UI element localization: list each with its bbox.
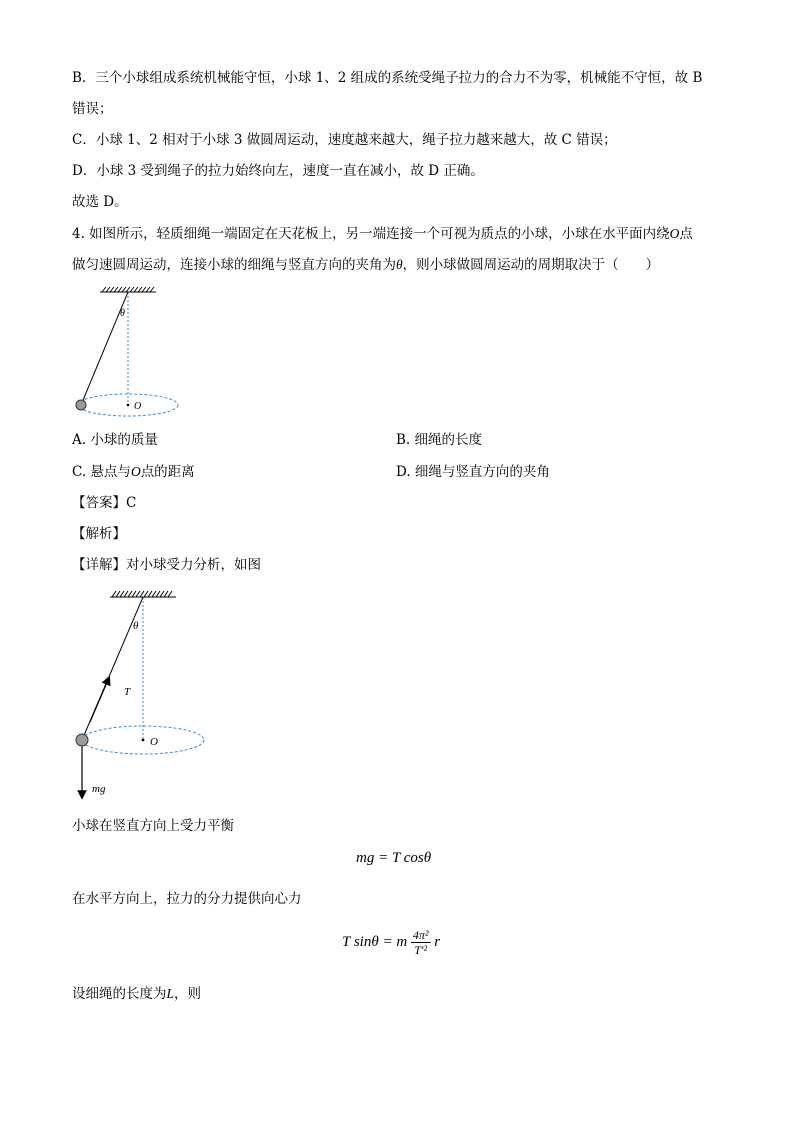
mg-label: mg (92, 783, 106, 795)
question-4-line2: 做匀速圆周运动，连接小球的细绳与竖直方向的夹角为θ，则小球做圆周运动的周期取决于（ ） (72, 257, 660, 273)
force-diagram (70, 585, 220, 805)
string-length-text: 设细绳的长度为L，则 (72, 986, 202, 1002)
ball-2 (76, 734, 88, 746)
ceiling-hatch-2 (110, 591, 176, 597)
formula-centripetal: T sinθ = m $\frac{\text{4π²}}{\text{T′²}}$ r (342, 928, 441, 957)
answer: 【答案】C (72, 495, 137, 511)
option-b: B. 细绳的长度 (396, 432, 483, 448)
ball (76, 400, 86, 410)
option-d-explanation: D．小球 3 受到绳子的拉力始终向左，速度一直在减小，故 D 正确。 (72, 163, 484, 179)
analysis-label: 【解析】 (72, 526, 126, 542)
option-d: D. 细绳与竖直方向的夹角 (396, 464, 550, 480)
horizontal-force-text: 在水平方向上，拉力的分力提供向心力 (72, 891, 302, 907)
option-a: A. 小球的质量 (72, 432, 158, 448)
theta-label: θ (120, 308, 125, 319)
theta-label-2: θ (133, 620, 139, 632)
o-label-2: O (150, 736, 158, 748)
choice-conclusion: 故选 D。 (72, 194, 128, 210)
option-c-explanation: C．小球 1、2 相对于小球 3 做圆周运动，速度越来越大，绳子拉力越来越大，故 C 错误； (72, 132, 617, 148)
option-b-explanation-line2: 错误； (72, 101, 113, 117)
question-4-line1: 4. 如图所示，轻质细绳一端固定在天花板上，另一端连接一个可视为质点的小球，小球在水平面内绕O点 (72, 226, 693, 242)
ceiling-hatch (100, 287, 156, 292)
pendulum-figure (70, 282, 190, 422)
option-c: C. 悬点与O点的距离 (72, 464, 195, 480)
formula-vertical: mg = T cosθ (356, 850, 432, 866)
center-point-2 (142, 739, 145, 742)
o-label: O (134, 401, 142, 412)
detail: 【详解】对小球受力分析，如图 (72, 557, 261, 573)
vertical-balance-text: 小球在竖直方向上受力平衡 (72, 818, 234, 834)
center-point (127, 404, 130, 407)
tension-arrow (90, 680, 108, 722)
option-b-explanation-line1: B．三个小球组成系统机械能守恒，小球 1、2 组成的系统受绳子拉力的合力不为零，机械能不守恒，故 B (72, 70, 703, 86)
t-label: T (124, 686, 131, 698)
